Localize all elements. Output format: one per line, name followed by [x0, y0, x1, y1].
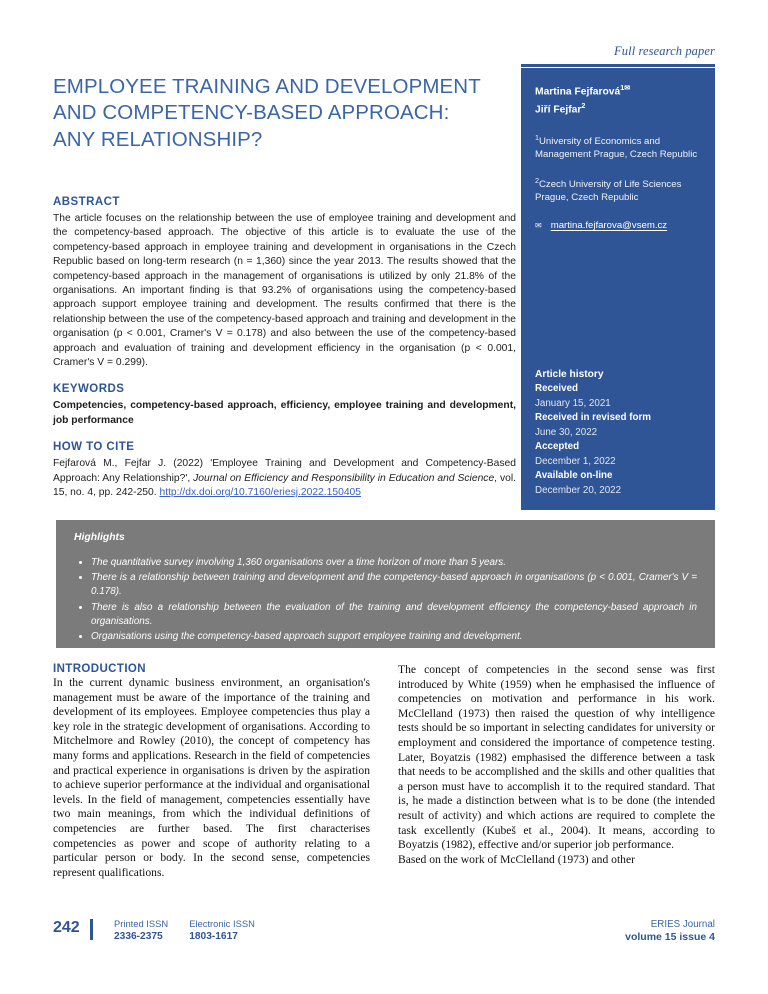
journal-volume-issue: volume 15 issue 4 [625, 931, 715, 943]
printed-issn [114, 918, 168, 943]
citation-journal-name: Journal on Efficiency and Responsibility in Education and Science [193, 472, 495, 484]
received-date: January 15, 2021 [535, 397, 611, 409]
header-rule [521, 64, 715, 67]
author-two [535, 99, 701, 117]
envelope-icon: ✉ [624, 83, 631, 92]
page-title: EMPLOYEE TRAINING AND DEVELOPMENT AND COMPETENCY-BASED APPROACH: ANY RELATIONSHIP? [53, 74, 481, 151]
printed-issn-value: 2336-2375 [114, 930, 163, 942]
body-columns [53, 663, 715, 880]
received-label: Received [535, 383, 579, 394]
affiliation-two-text: Czech University of Life Sciences Prague, Czech Republic [535, 179, 682, 204]
affiliation-one [535, 131, 701, 161]
revised-date: June 30, 2022 [535, 426, 598, 438]
body-paragraph: The concept of competencies in the second sense was first introduced by White (1959) when he emphasised the influence of competencies on motivation and performance in his work. McClelland (1973) then raised the question of why intelligence tests should be so important in selecting candidates for university or employment and considered the importance of competence testing. Later, Boyatzis (1982) emphasised the difference between a task that needs to be accomplished and the skills and other qualities that a person must have to accomplish it to the required standard. That is, he made a distinction between what is to be done (the intended result of activity) and which actions are required to complete the task excellently (Kubeš et al., 2004). It means, according to Boyatzis (1982), effective and/or superior job performance. [398, 663, 715, 852]
electronic-issn-label: Electronic ISSN [189, 918, 255, 929]
available-online-label: Available on-line [535, 470, 613, 481]
affiliation-two-marker: 2 [535, 176, 539, 186]
body-paragraph: In the current dynamic business environment, an organisation's management must be aware of the importance of the training and development of its employees. Employee competencies thus play a key role in the strategic development of organisations. According to Mitchelmore and Rowley (2010), the concept of competency has many forms and applications. Research in the field of competencies and practical experience in organisations is driven by the aspiration to achieve superior performance at the individual and organisational levels. In the field of management, competencies essentially have two main meanings, from which the individual definitions of competencies are further based. The first characterises competencies as power and scope of authority relating to a particular person or body. In the second sense, competencies represent qualifications. [53, 676, 370, 879]
accepted-date: December 1, 2022 [535, 455, 616, 467]
author-one-name: Martina Fejfarová [535, 86, 621, 98]
page-footer [53, 915, 715, 955]
email-link[interactable]: martina.fejfarova@vsem.cz [550, 220, 668, 232]
list-item: • The quantitative survey involving 1,360 organisations over a time horizon of more than 5 years. [91, 556, 697, 570]
accepted-label: Accepted [535, 441, 580, 452]
article-history [535, 368, 707, 499]
corresponding-email-row [535, 220, 701, 231]
available-online-date: December 20, 2022 [535, 484, 622, 496]
affiliation-one-text: University of Economics and Management Prague, Czech Republic [535, 136, 698, 161]
body-paragraph: Based on the work of McClelland (1973) and other [398, 852, 635, 866]
list-item: • Organisations using the competency-based approach support employee training and development. [91, 630, 697, 644]
author-one-affiliation-marker: 1 [620, 83, 625, 92]
issn-group [114, 918, 255, 943]
author-list [535, 81, 701, 118]
keywords-text: Competencies, competency-based approach, efficiency, employee training and development, job performance [53, 400, 516, 426]
citation-part-two: , vol. 15, no. 4, pp. 242-250. [53, 472, 516, 499]
printed-issn-label: Printed ISSN [114, 918, 169, 929]
electronic-issn [189, 918, 255, 943]
how-to-cite-heading: HOW TO CITE [53, 441, 135, 454]
citation-text [53, 457, 516, 500]
abstract-heading: ABSTRACT [53, 196, 120, 208]
author-sidebar [521, 68, 715, 510]
highlights-list [74, 556, 697, 644]
author-one [535, 81, 701, 99]
highlights-box [56, 520, 715, 648]
article-meta-column [53, 196, 516, 501]
body-column-right [398, 663, 715, 880]
running-head: Full research paper [614, 44, 715, 58]
page-number: 242 [53, 919, 80, 936]
footer-divider [90, 919, 93, 940]
keywords-heading: KEYWORDS [53, 383, 125, 396]
highlights-title: Highlights [74, 532, 125, 543]
author-two-name: Jiří Fejfar [535, 104, 582, 116]
list-item: • There is also a relationship between the evaluation of the training and development efficiency the competency-based approach in organisations. [91, 601, 697, 629]
author-two-affiliation-marker: 2 [581, 101, 586, 111]
introduction-heading: INTRODUCTION [53, 663, 146, 675]
journal-name: ERIES Journal [650, 919, 715, 930]
abstract-text: The article focuses on the relationship between the use of employee training and development and the competency-based approach. The objective of this article is to evaluate the use of the competency-based approach in employee training and development in organisations in the Czech Republic based on long-term research (n = 1,360) since the year 2013. The results showed that the competency-based approach in the management of organisations is utilized by only 21.8% of the organisations. An important finding is that 93.2% of organisations using the competency-based approach support employee training and development. The results confirmed that there is the relationship between the use of the competency-based approach and training and development in the organisation (p < 0.001, Cramer's V = 0.178) and also between the use of the competency-based approach and evaluation of training and development efficiency in the organisation (p < 0.001, Cramer's V = 0.299). [53, 213, 516, 369]
affiliation-one-marker: 1 [535, 132, 539, 142]
affiliation-two [535, 174, 701, 204]
citation-part-one: Fejfarová M., Fejfar J. (2022) 'Employee Training and Development and Competency-Based Approach: Any Relationship?', [53, 458, 516, 484]
body-column-left [53, 663, 370, 880]
revised-label: Received in revised form [535, 412, 651, 423]
journal-info [625, 918, 715, 944]
doi-link[interactable]: http://dx.doi.org/10.7160/eriesj.2022.150405 [159, 487, 361, 499]
article-history-title: Article history [535, 368, 604, 380]
electronic-issn-value: 1803-1617 [189, 930, 238, 942]
list-item: • There is a relationship between training and development and the competency-based approach in organisations (p < 0.001, Cramer's V = 0.178). [91, 571, 697, 599]
envelope-icon: ✉ [535, 221, 542, 231]
